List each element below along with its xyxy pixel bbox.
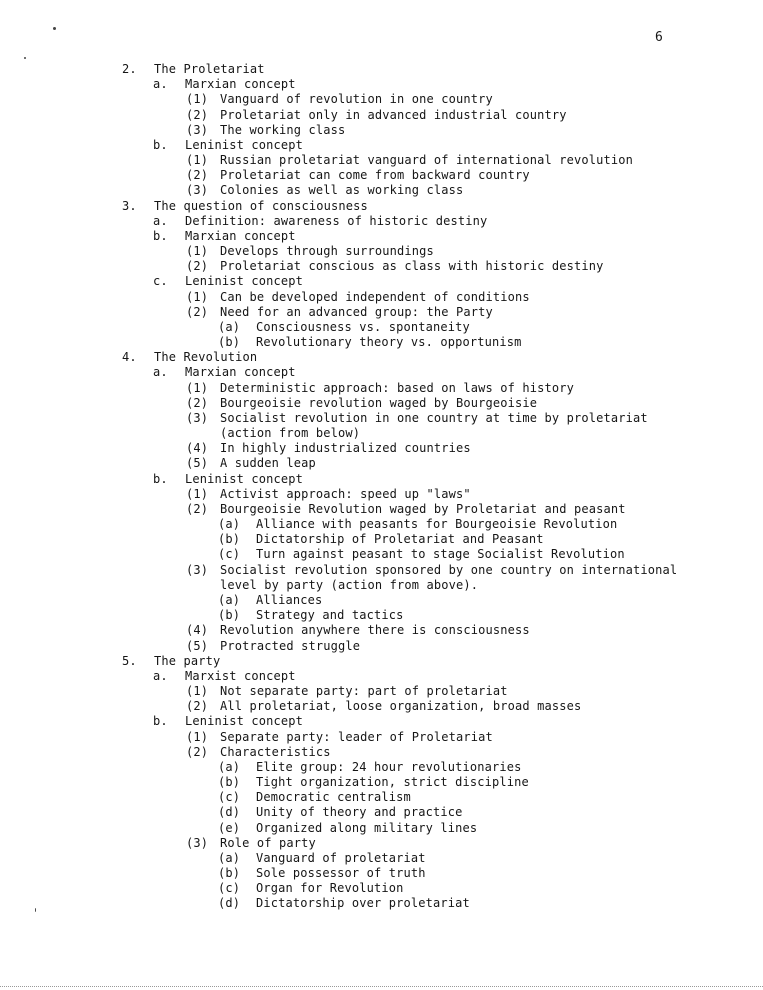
- outline-label: (3): [186, 122, 209, 137]
- outline-label: (d): [218, 896, 241, 911]
- outline-label: (b): [218, 775, 241, 789]
- outline-text: (action from below): [220, 426, 361, 441]
- outline-label: (2): [186, 395, 209, 410]
- outline-text: Marxian concept: [185, 365, 296, 380]
- outline-text: Organized along military lines: [256, 820, 478, 835]
- outline-label: 5.: [122, 653, 137, 668]
- outline-label: (2): [186, 259, 209, 274]
- outline-label: (3): [186, 183, 209, 198]
- outline-label: (5): [186, 456, 209, 471]
- outline-label: (b): [218, 608, 241, 623]
- outline-text: Definition: awareness of historic destiny: [185, 213, 488, 228]
- outline-label: a.: [153, 668, 168, 683]
- outline-label: (c): [218, 547, 241, 562]
- outline-text: Deterministic approach: based on laws of history: [220, 380, 574, 395]
- outline-text: Vanguard of revolution in one country: [220, 92, 493, 107]
- outline-label: 4.: [122, 350, 137, 365]
- outline-text: Revolution anywhere there is consciousness: [220, 623, 530, 638]
- outline-label: b.: [153, 471, 168, 486]
- scan-speck: [35, 908, 36, 912]
- outline-text: Protracted struggle: [220, 638, 361, 653]
- outline-text: Unity of theory and practice: [256, 805, 463, 820]
- outline-text: Elite group: 24 hour revolutionaries: [256, 759, 522, 774]
- outline-text: Leninist concept: [185, 714, 303, 729]
- outline-text: Revolutionary theory vs. opportunism: [256, 335, 522, 350]
- outline-text: Proletariat can come from backward country: [220, 168, 530, 183]
- outline-text: Proletariat only in advanced industrial country: [220, 107, 567, 122]
- outline-label: (1): [186, 244, 209, 258]
- outline-text: Leninist concept: [185, 137, 303, 152]
- outline-label: (2): [186, 744, 209, 759]
- outline-label: (3): [186, 562, 209, 577]
- outline-label: (a): [218, 593, 241, 607]
- outline-label: (b): [218, 866, 241, 880]
- outline-label: (2): [186, 699, 209, 714]
- outline-text: The Revolution: [154, 350, 258, 365]
- outline-text: Marxist concept: [185, 668, 296, 683]
- outline-text: The working class: [220, 122, 346, 137]
- scan-speck: [24, 57, 26, 59]
- outline-label: (2): [186, 107, 209, 122]
- outline-label: 3.: [122, 198, 137, 213]
- outline-label: (c): [218, 881, 241, 896]
- outline-label: (1): [186, 729, 209, 744]
- outline-text: Socialist revolution sponsored by one country on international: [220, 562, 678, 577]
- outline-text: Leninist concept: [185, 274, 303, 289]
- outline-text: Vanguard of proletariat: [256, 850, 426, 865]
- outline-text: Develops through surroundings: [220, 244, 434, 258]
- outline-label: (1): [186, 153, 209, 167]
- outline-text: In highly industrialized countries: [220, 441, 471, 456]
- outline-label: (b): [218, 532, 241, 547]
- outline-text: Alliances: [256, 593, 323, 607]
- outline-text: A sudden leap: [220, 456, 316, 471]
- outline-text: Democratic centralism: [256, 790, 411, 805]
- outline-text: Marxian concept: [185, 228, 296, 243]
- outline-text: Turn against peasant to stage Socialist Revolution: [256, 547, 625, 562]
- outline-label: (d): [218, 805, 241, 820]
- outline-label: 2.: [122, 62, 137, 76]
- outline-text: Colonies as well as working class: [220, 183, 464, 198]
- outline-text: Characteristics: [220, 744, 331, 759]
- outline-text: Organ for Revolution: [256, 881, 404, 896]
- outline-label: a.: [153, 77, 168, 92]
- outline-text: Proletariat conscious as class with historic destiny: [220, 259, 604, 274]
- outline-label: b.: [153, 137, 168, 152]
- outline-label: a.: [153, 365, 168, 380]
- outline-text: Sole possessor of truth: [256, 866, 426, 880]
- outline-text: Consciousness vs. spontaneity: [256, 319, 470, 334]
- outline-text: Not separate party: part of proletariat: [220, 684, 508, 698]
- outline-text: The Proletariat: [154, 62, 265, 76]
- outline-text: Russian proletariat vanguard of international revolution: [220, 153, 633, 167]
- outline-text: Strategy and tactics: [256, 608, 404, 623]
- outline-label: (a): [218, 517, 241, 532]
- outline-label: (2): [186, 304, 209, 319]
- outline-text: Tight organization, strict discipline: [256, 775, 529, 789]
- outline-label: (1): [186, 380, 209, 395]
- outline-text: Role of party: [220, 835, 316, 850]
- outline-text: All proletariat, loose organization, broad masses: [220, 699, 582, 714]
- outline-text: The question of consciousness: [154, 198, 368, 213]
- outline-text: Alliance with peasants for Bourgeoisie Revolution: [256, 517, 618, 532]
- outline-text: Need for an advanced group: the Party: [220, 304, 493, 319]
- outline-label: (3): [186, 410, 209, 425]
- outline-label: (1): [186, 486, 209, 501]
- outline-label: (1): [186, 92, 209, 107]
- outline-text: Dictatorship over proletariat: [256, 896, 470, 911]
- outline-text: Can be developed independent of conditions: [220, 289, 530, 304]
- outline-label: (a): [218, 759, 241, 774]
- outline-label: (2): [186, 168, 209, 183]
- outline-label: (a): [218, 850, 241, 865]
- outline-text: Dictatorship of Proletariat and Peasant: [256, 532, 544, 547]
- outline-label: (b): [218, 335, 241, 350]
- page-number: 6: [655, 30, 663, 45]
- outline-label: (1): [186, 289, 209, 304]
- outline-label: b.: [153, 228, 168, 243]
- outline-label: c.: [153, 274, 168, 289]
- outline-label: a.: [153, 213, 168, 228]
- outline-text: Activist approach: speed up "laws": [220, 486, 471, 501]
- outline-text: level by party (action from above).: [220, 577, 479, 592]
- outline-text: Marxian concept: [185, 77, 296, 92]
- outline-text: Separate party: leader of Proletariat: [220, 729, 493, 744]
- scan-speck: [53, 27, 56, 30]
- outline-label: (3): [186, 835, 209, 850]
- scan-edge: [0, 986, 763, 987]
- outline-text: Bourgeoisie revolution waged by Bourgeoisie: [220, 395, 538, 410]
- outline-label: (4): [186, 441, 209, 456]
- outline-label: (2): [186, 501, 209, 516]
- outline-label: (4): [186, 623, 209, 638]
- outline-label: (a): [218, 319, 241, 334]
- outline-text: Leninist concept: [185, 471, 303, 486]
- outline-label: (e): [218, 820, 241, 835]
- outline-text: Bourgeoisie Revolution waged by Proletariat and peasant: [220, 501, 626, 516]
- outline-label: (1): [186, 684, 209, 698]
- outline-label: (5): [186, 638, 209, 653]
- outline-label: b.: [153, 714, 168, 729]
- outline-text: The party: [154, 653, 221, 668]
- outline-text: Socialist revolution in one country at time by proletariat: [220, 410, 648, 425]
- outline-label: (c): [218, 790, 241, 805]
